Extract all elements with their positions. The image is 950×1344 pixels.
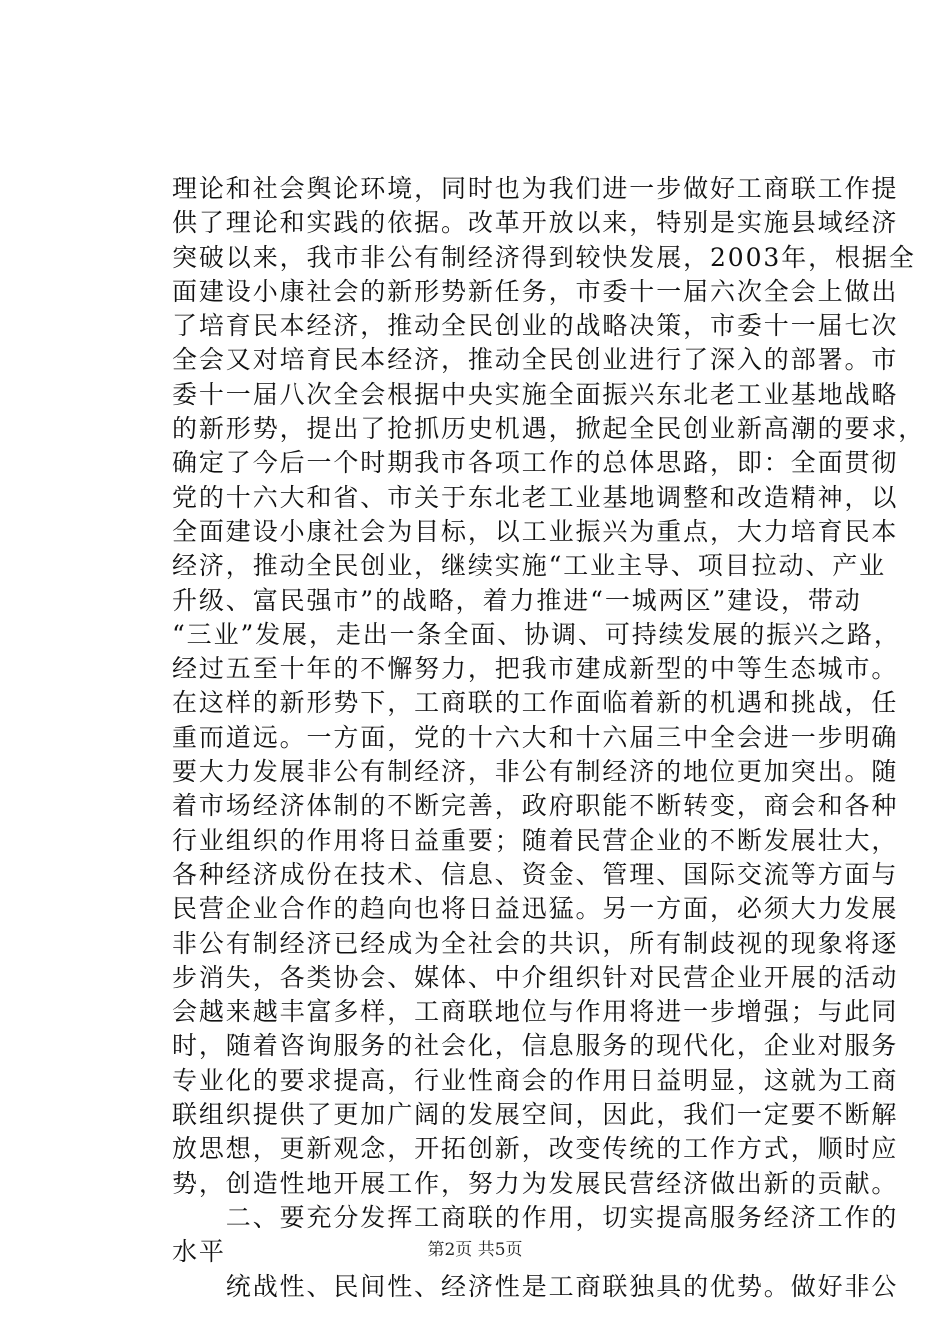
text-line: 民营企业合作的趋向也将日益迅猛。另一方面，必须大力发展 bbox=[172, 894, 899, 924]
text-line: 统战性、民间性、经济性是工商联独具的优势。做好非公 bbox=[172, 1271, 899, 1301]
text-line: 势，创造性地开展工作，努力为发展民营经济做出新的贡献。 bbox=[172, 1168, 899, 1198]
text-line: 会越来越丰富多样，工商联地位与作用将进一步增强；与此同 bbox=[172, 997, 899, 1027]
text-line: 放思想，更新观念，开拓创新，改变传统的工作方式，顺时应 bbox=[172, 1134, 899, 1164]
text-line: 突破以来，我市非公有制经济得到较快发展，2003年，根据全 bbox=[172, 242, 916, 272]
text-line: 了培育民本经济，推动全民创业的战略决策，市委十一届七次 bbox=[172, 311, 899, 341]
text-line: 在这样的新形势下，工商联的工作面临着新的机遇和挑战，任 bbox=[172, 688, 899, 718]
text-line: 时，随着咨询服务的社会化，信息服务的现代化，企业对服务 bbox=[172, 1031, 899, 1061]
text-line: 步消失，各类协会、媒体、中介组织针对民营企业开展的活动 bbox=[172, 962, 899, 992]
text-line: 确定了今后一个时期我市各项工作的总体思路，即：全面贯彻 bbox=[172, 448, 899, 478]
text-line: 党的十六大和省、市关于东北老工业基地调整和改造精神，以 bbox=[172, 482, 899, 512]
text-line: 全面建设小康社会为目标，以工业振兴为重点，大力培育民本 bbox=[172, 516, 899, 546]
section-heading-continued: 水平 bbox=[172, 1237, 226, 1267]
text-line: 升级、富民强市”的战略，着力推进“一城两区”建设，带动 bbox=[172, 585, 862, 615]
text-line: 重而道远。一方面，党的十六大和十六届三中全会进一步明确 bbox=[172, 722, 899, 752]
text-line: “三业”发展，走出一条全面、协调、可持续发展的振兴之路， bbox=[172, 619, 901, 649]
section-heading: 二、要充分发挥工商联的作用，切实提高服务经济工作的 bbox=[172, 1202, 899, 1232]
text-line: 的新形势，提出了抢抓历史机遇，掀起全民创业新高潮的要求， bbox=[172, 414, 926, 444]
text-line: 要大力发展非公有制经济，非公有制经济的地位更加突出。随 bbox=[172, 757, 899, 787]
text-line: 着市场经济体制的不断完善，政府职能不断转变，商会和各种 bbox=[172, 791, 899, 821]
text-line: 非公有制经济已经成为全社会的共识，所有制歧视的现象将逐 bbox=[172, 928, 899, 958]
text-line: 理论和社会舆论环境，同时也为我们进一步做好工商联工作提 bbox=[172, 174, 899, 203]
text-line: 委十一届八次全会根据中央实施全面振兴东北老工业基地战略 bbox=[172, 379, 899, 409]
text-line: 联组织提供了更加广阔的发展空间，因此，我们一定要不断解 bbox=[172, 1100, 899, 1130]
text-line: 经济，推动全民创业，继续实施“工业主导、项目拉动、产业 bbox=[172, 551, 887, 581]
text-line: 经过五至十年的不懈努力，把我市建成新型的中等生态城市。 bbox=[172, 654, 899, 684]
text-line: 专业化的要求提高，行业性商会的作用日益明显，这就为工商 bbox=[172, 1065, 899, 1095]
text-line: 全会又对培育民本经济，推动全民创业进行了深入的部署。市 bbox=[172, 345, 899, 375]
text-line: 面建设小康社会的新形势新任务，市委十一届六次全会上做出 bbox=[172, 276, 899, 306]
text-line: 行业组织的作用将日益重要；随着民营企业的不断发展壮大， bbox=[172, 825, 899, 855]
page-footer: 第2页 共5页 bbox=[427, 1240, 523, 1260]
text-line: 各种经济成份在技术、信息、资金、管理、国际交流等方面与 bbox=[172, 859, 899, 889]
text-line: 供了理论和实践的依据。改革开放以来，特别是实施县域经济 bbox=[172, 208, 899, 238]
body-text bbox=[172, 172, 926, 1304]
